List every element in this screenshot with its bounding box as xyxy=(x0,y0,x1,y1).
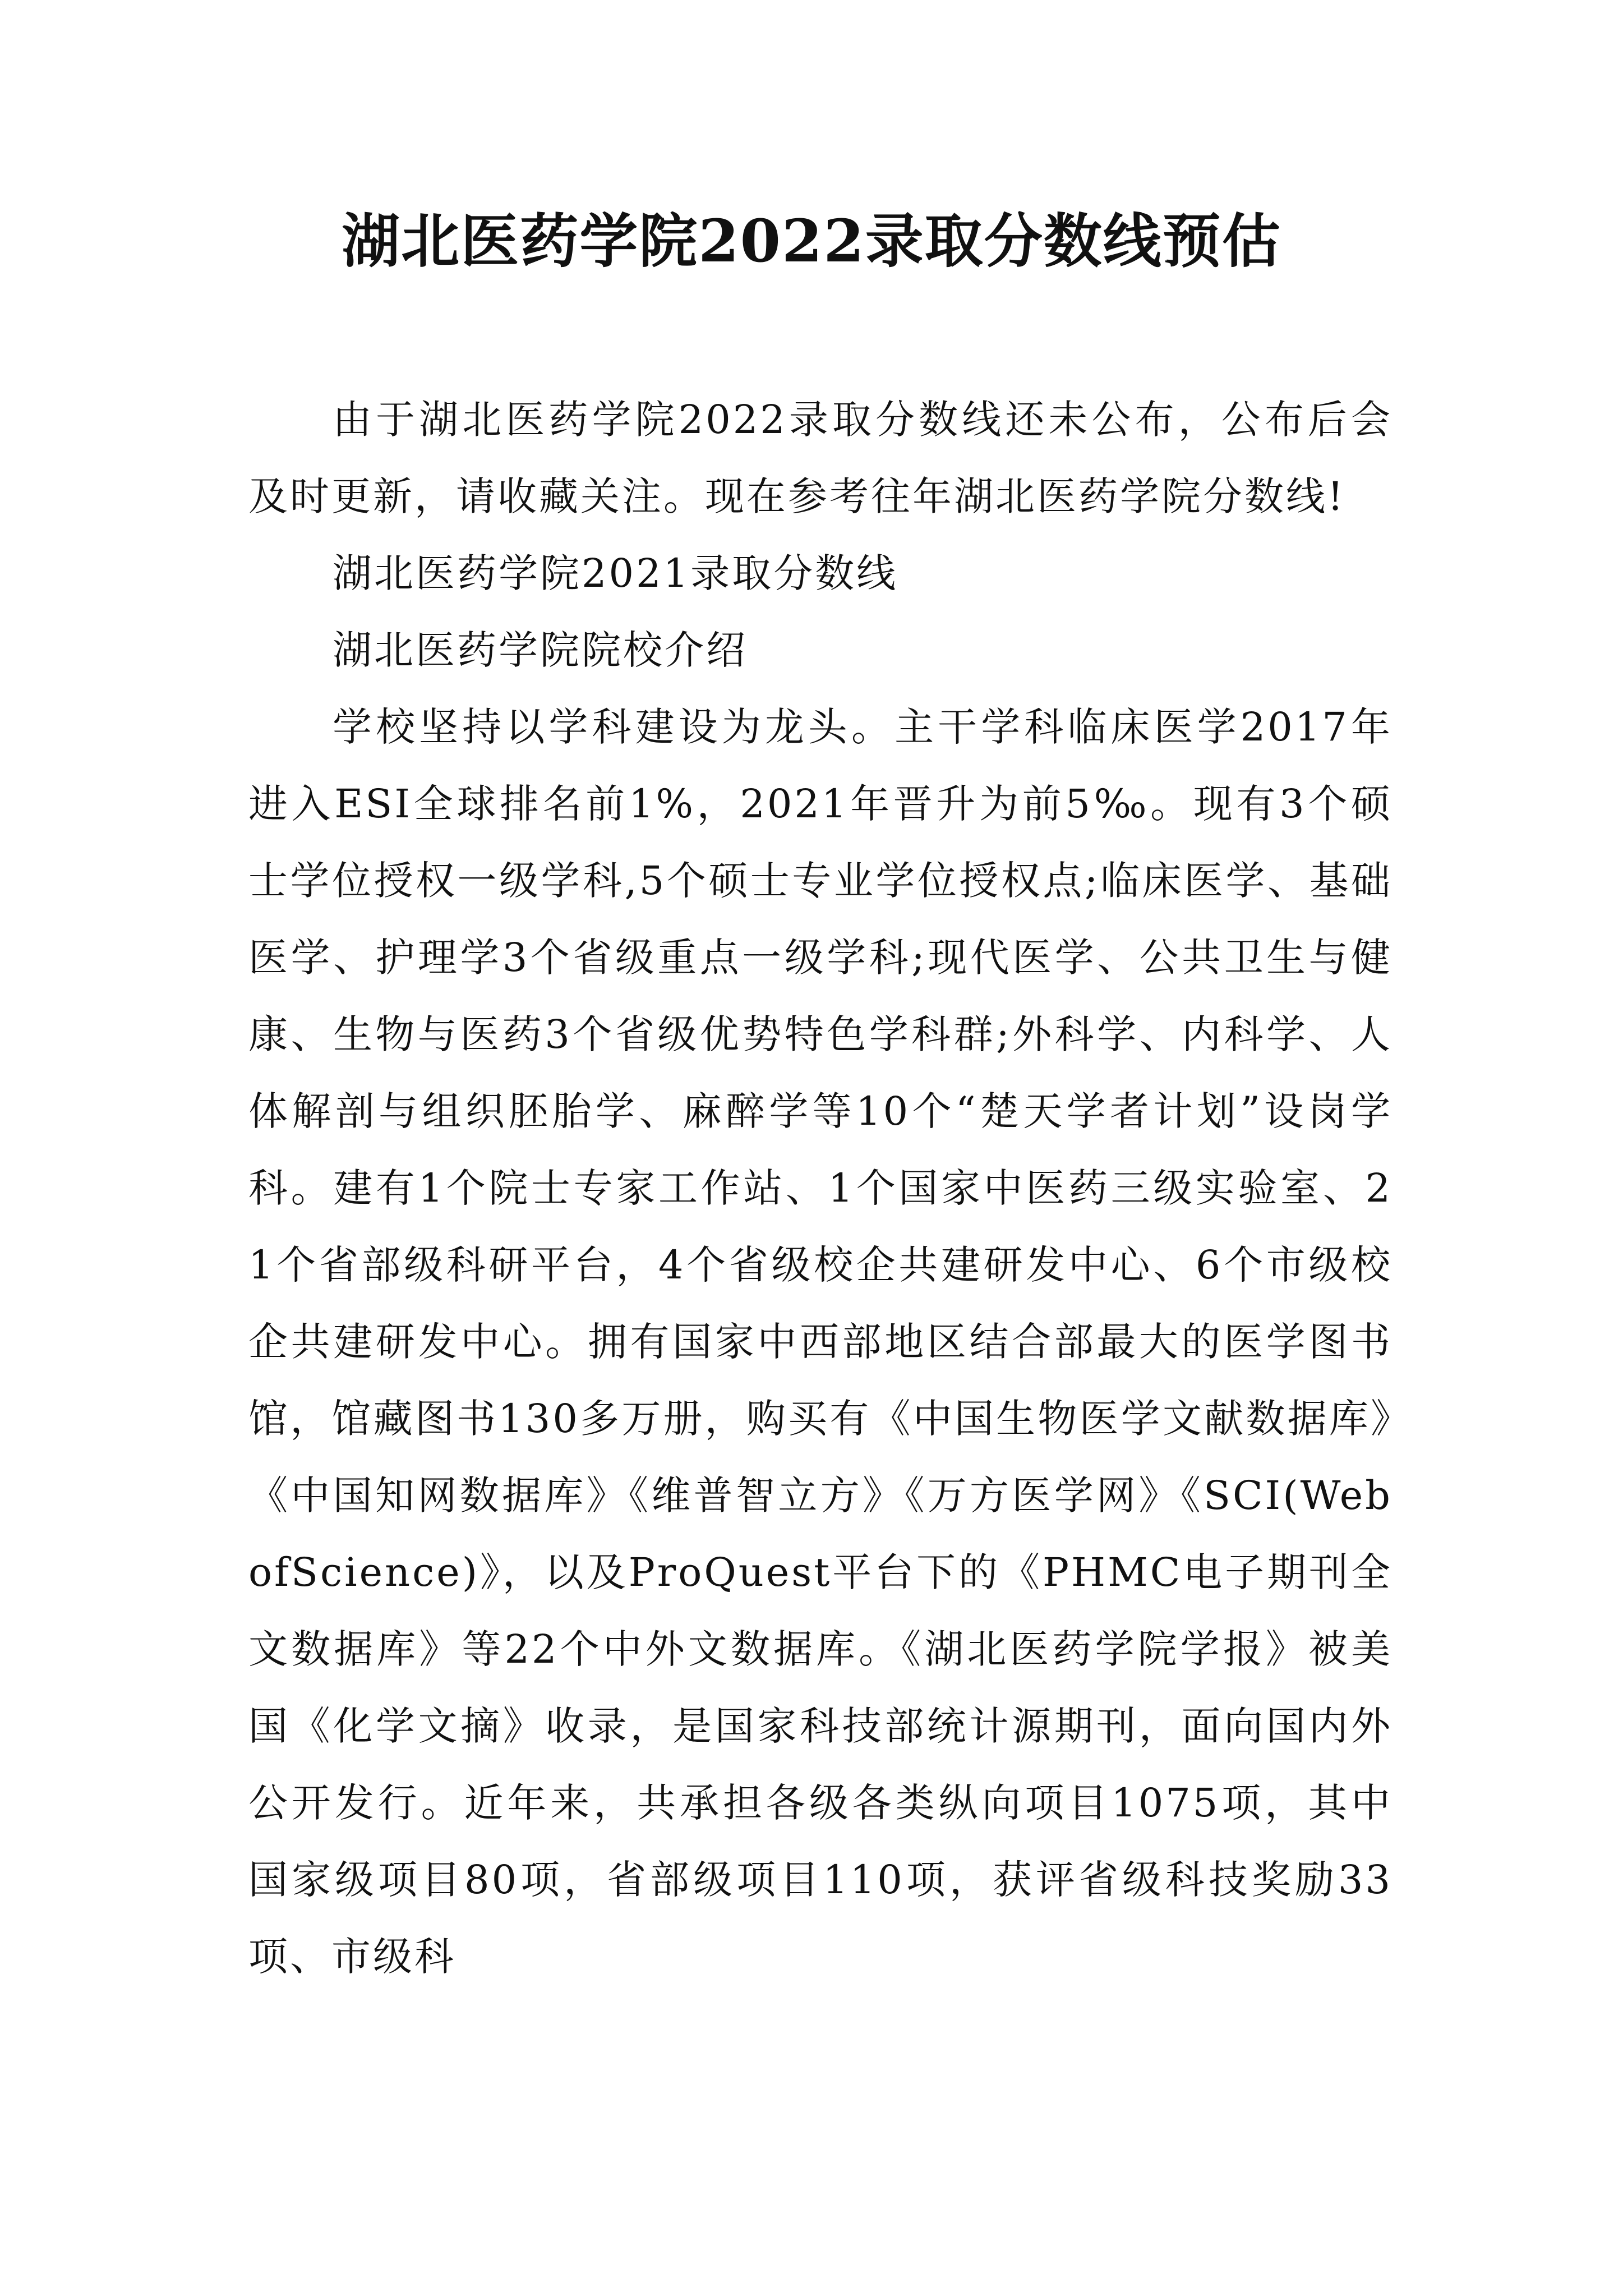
intro-heading: 湖北医药学院院校介绍 xyxy=(333,627,748,673)
score-heading: 湖北医药学院2021录取分数线 xyxy=(333,550,898,596)
intro-paragraph: 由于湖北医药学院2022录取分数线还未公布，公布后会及时更新，请收藏关注。现在参考往年湖北医药学院分数线! xyxy=(248,397,1393,519)
document-title: 湖北医药学院2022录取分数线预估 xyxy=(342,206,1281,275)
document-body xyxy=(248,381,1393,1995)
school-description-paragraph: 学校坚持以学科建设为龙头。主干学科临床医学2017年进入ESI全球排名前1%，2021年晋升为前5‰。现有3个硕士学位授权一级学科,5个硕士专业学位授权点;临床医学、基础医学、护理学3个省级重点一级学科;现代医学、公共卫生与健康、生物与医药3个省级优势特色学科群;外科学、内科学、人体解剖与组织胚胎学、麻醉学等10个“楚天学者计划”设岗学科。建有1个院士专家工作站、1个国家中医药三级实验室、21个省部级科研平台，4个省级校企共建研发中心、6个市级校企共建研发中心。拥有国家中西部地区结合部最大的医学图书馆，馆藏图书130多万册，购买有《中国生物医学文献数据库》《中国知网数据库》《维普智立方》《万方医学网》《SCI(Web ofScience)》，以及ProQuest平台下的《PHMC电子期刊全文数据库》等22个中外文数据库。《湖北医药学院学报》被美国《化学文摘》收录，是国家科技部统计源期刊，面向国内外公开发行。近年来，共承担各级各类纵向项目1075项，其中国家级项目80项，省部级项目110项，获评省级科技奖励33项、市级科 xyxy=(248,704,1393,1980)
